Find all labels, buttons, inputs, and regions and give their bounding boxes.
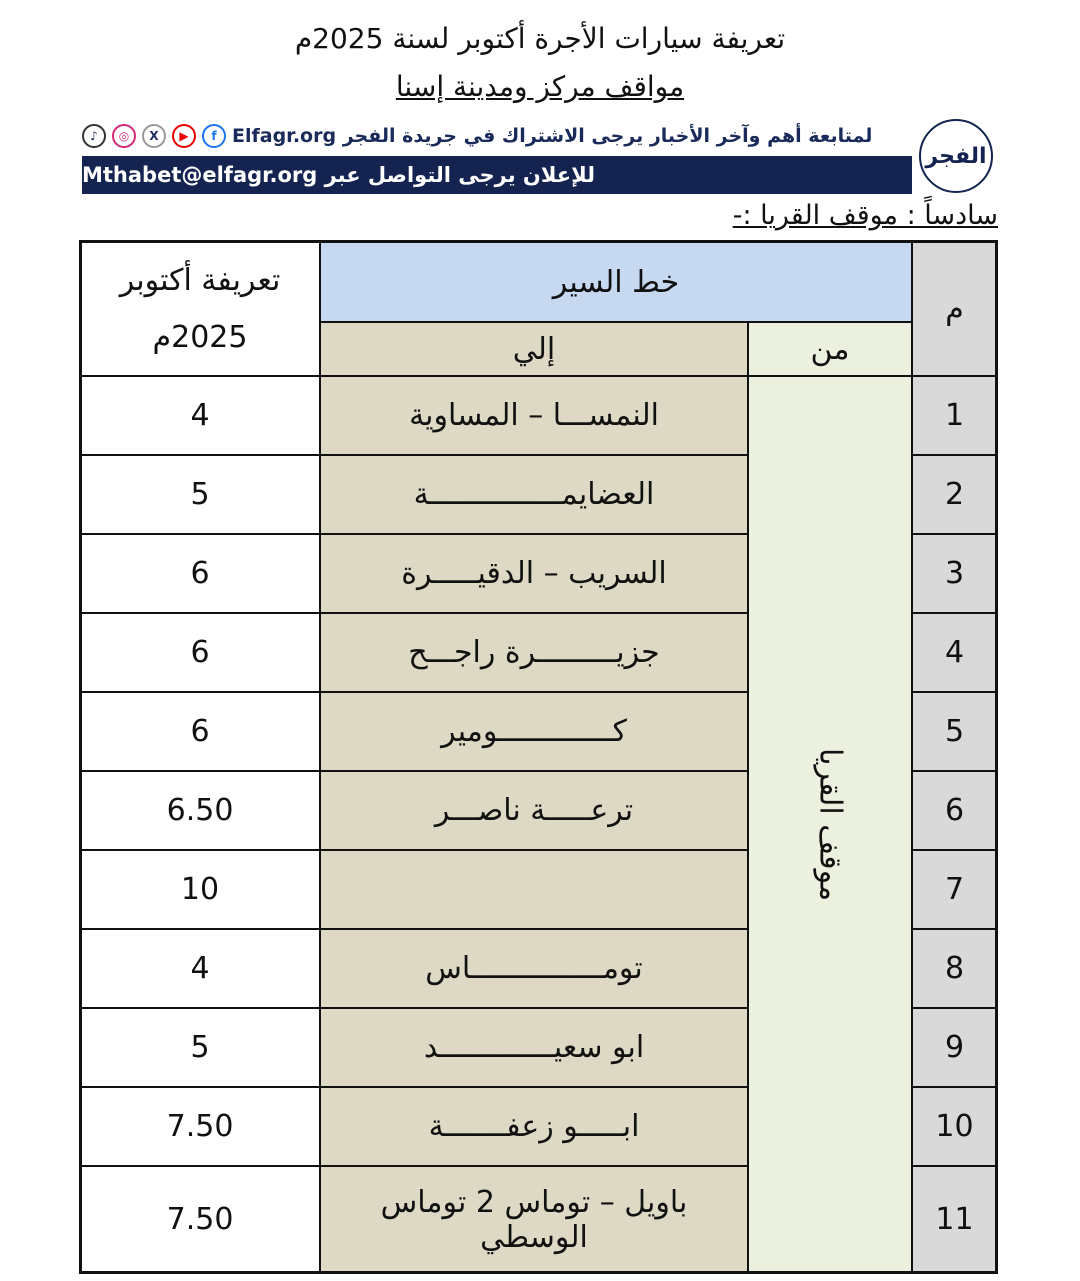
header-from: من — [748, 322, 912, 376]
row-fare: 10 — [80, 850, 320, 929]
page-subtitle: مواقف مركز ومدينة إسنا — [395, 70, 685, 103]
row-destination: باويل – توماس 2 توماس الوسطي — [320, 1166, 748, 1273]
row-fare: 5 — [80, 1008, 320, 1087]
row-destination: كـــــــــــــومير — [320, 692, 748, 771]
header-route: خط السير — [320, 242, 912, 322]
row-index: 5 — [912, 692, 997, 771]
elfagr-logo: الفجر — [914, 114, 998, 198]
row-destination: السريب – الدقيـــــرة — [320, 534, 748, 613]
row-fare: 4 — [80, 376, 320, 455]
row-fare: 6 — [80, 534, 320, 613]
ad-banner — [82, 116, 912, 196]
row-fare: 6.50 — [80, 771, 320, 850]
row-destination: النمســـا – المساوية — [320, 376, 748, 455]
row-destination: ترعـــــة ناصـــر — [320, 771, 748, 850]
row-index: 7 — [912, 850, 997, 929]
row-index: 2 — [912, 455, 997, 534]
page-title: تعريفة سيارات الأجرة أكتوبر لسنة 2025م — [294, 22, 786, 55]
tiktok-icon[interactable]: ♪ — [82, 124, 106, 148]
row-index: 1 — [912, 376, 997, 455]
x-icon[interactable]: X — [142, 124, 166, 148]
banner-line1: لمتابعة أهم وآخر الأخبار يرجى الاشتراك في جريدة الفجر Elfagr.org — [232, 125, 873, 147]
header-tariff: تعريفة أكتوبر 2025م — [80, 242, 320, 376]
row-fare: 4 — [80, 929, 320, 1008]
row-destination — [320, 850, 748, 929]
banner-line2: للإعلان يرجى التواصل عبر Mthabet@elfagr.org — [82, 156, 912, 194]
header-index: م — [912, 242, 997, 376]
row-index: 8 — [912, 929, 997, 1008]
row-fare: 6 — [80, 692, 320, 771]
header-to: إلي — [320, 322, 748, 376]
facebook-icon[interactable]: f — [202, 124, 226, 148]
row-destination: جزيـــــــــرة راجـــح — [320, 613, 748, 692]
row-index: 6 — [912, 771, 997, 850]
instagram-icon[interactable]: ◎ — [112, 124, 136, 148]
row-fare: 5 — [80, 455, 320, 534]
youtube-icon[interactable]: ▶ — [172, 124, 196, 148]
row-destination: تومـــــــــــــــاس — [320, 929, 748, 1008]
from-value: موقف القريا — [812, 747, 848, 902]
row-destination: العضايمـــــــــــــــة — [320, 455, 748, 534]
row-index: 9 — [912, 1008, 997, 1087]
row-index: 3 — [912, 534, 997, 613]
row-fare: 7.50 — [80, 1166, 320, 1273]
row-destination: ابـــــو زعفـــــــة — [320, 1087, 748, 1166]
row-index: 4 — [912, 613, 997, 692]
row-fare: 6 — [80, 613, 320, 692]
row-index: 10 — [912, 1087, 997, 1166]
row-destination: ابو سعيـــــــــــــد — [320, 1008, 748, 1087]
section-heading: سادساً : موقف القريا :- — [732, 200, 998, 231]
row-fare: 7.50 — [80, 1087, 320, 1166]
row-index: 11 — [912, 1166, 997, 1273]
